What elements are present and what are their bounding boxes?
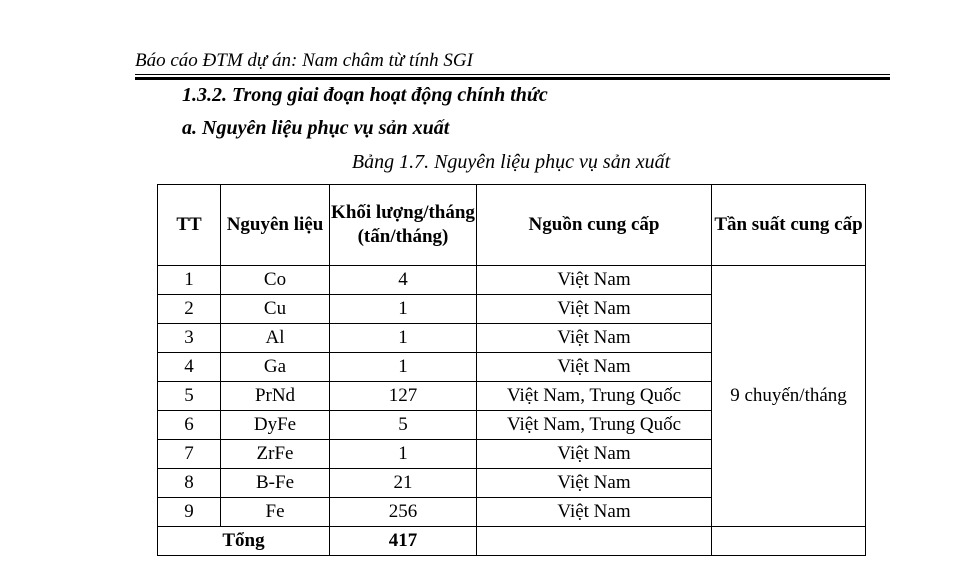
cell-source: Việt Nam (477, 324, 712, 353)
materials-table (157, 184, 866, 556)
total-frequency-empty (712, 527, 866, 556)
cell-tt: 5 (158, 382, 221, 411)
cell-material: Al (221, 324, 330, 353)
cell-material: Cu (221, 295, 330, 324)
cell-tt: 8 (158, 469, 221, 498)
total-label: Tổng (158, 527, 330, 556)
cell-source: Việt Nam (477, 469, 712, 498)
header-material: Nguyên liệu (221, 185, 330, 266)
header-quantity: Khối lượng/tháng (tấn/tháng) (330, 185, 477, 266)
cell-quantity: 1 (330, 295, 477, 324)
cell-tt: 2 (158, 295, 221, 324)
total-quantity: 417 (330, 527, 477, 556)
header-rule-thick (135, 77, 890, 80)
cell-tt: 1 (158, 266, 221, 295)
cell-quantity: 4 (330, 266, 477, 295)
section-heading: 1.3.2. Trong giai đoạn hoạt động chính thức (182, 84, 548, 106)
cell-quantity: 127 (330, 382, 477, 411)
cell-quantity: 21 (330, 469, 477, 498)
cell-source: Việt Nam (477, 295, 712, 324)
document-header: Báo cáo ĐTM dự án: Nam châm từ tính SGI (135, 50, 473, 71)
cell-material: ZrFe (221, 440, 330, 469)
cell-tt: 6 (158, 411, 221, 440)
header-rule-thin (135, 74, 890, 75)
header-frequency: Tần suất cung cấp (712, 185, 866, 266)
cell-tt: 4 (158, 353, 221, 382)
cell-source: Việt Nam (477, 266, 712, 295)
cell-source: Việt Nam (477, 353, 712, 382)
total-row (158, 527, 866, 556)
cell-tt: 7 (158, 440, 221, 469)
table-header-row (158, 185, 866, 266)
total-source-empty (477, 527, 712, 556)
table-caption: Bảng 1.7. Nguyên liệu phục vụ sản xuất (351, 151, 671, 173)
cell-material: Ga (221, 353, 330, 382)
cell-material: Co (221, 266, 330, 295)
sub-heading: a. Nguyên liệu phục vụ sản xuất (182, 117, 450, 139)
cell-source: Việt Nam, Trung Quốc (477, 411, 712, 440)
cell-material: B-Fe (221, 469, 330, 498)
cell-tt: 9 (158, 498, 221, 527)
table-row (158, 266, 866, 295)
cell-material: PrNd (221, 382, 330, 411)
cell-material: DyFe (221, 411, 330, 440)
cell-quantity: 5 (330, 411, 477, 440)
cell-quantity: 256 (330, 498, 477, 527)
header-tt: TT (158, 185, 221, 266)
cell-source: Việt Nam, Trung Quốc (477, 382, 712, 411)
cell-frequency: 9 chuyến/tháng (712, 266, 866, 527)
cell-source: Việt Nam (477, 498, 712, 527)
cell-source: Việt Nam (477, 440, 712, 469)
cell-quantity: 1 (330, 440, 477, 469)
cell-tt: 3 (158, 324, 221, 353)
header-source: Nguồn cung cấp (477, 185, 712, 266)
cell-quantity: 1 (330, 324, 477, 353)
cell-material: Fe (221, 498, 330, 527)
cell-quantity: 1 (330, 353, 477, 382)
